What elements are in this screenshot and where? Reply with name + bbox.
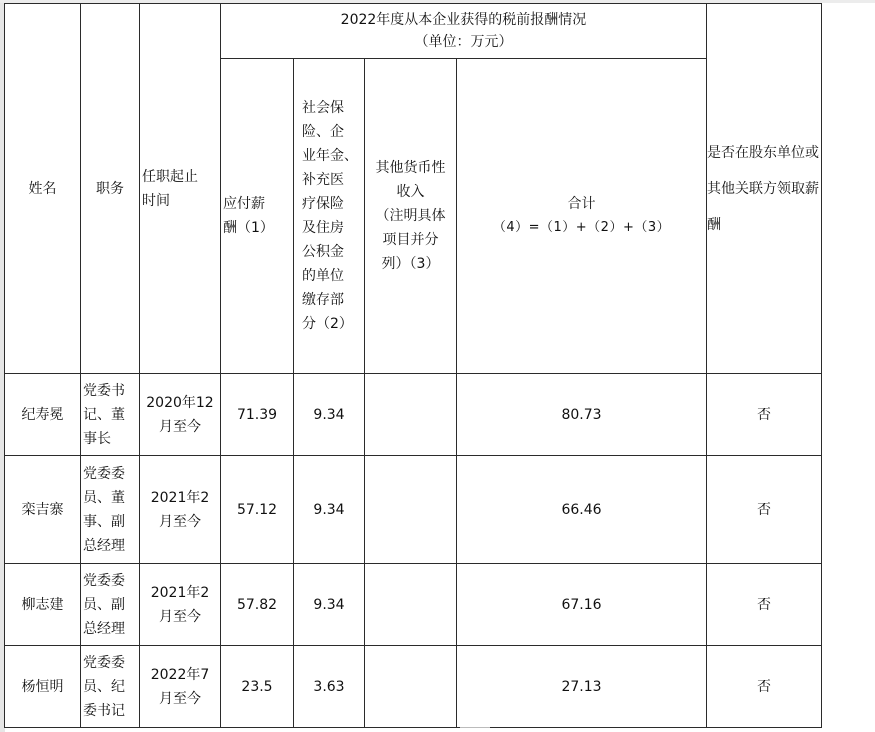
cell-related-party: 否 [707,456,822,564]
cell-total: 67.16 [457,564,707,646]
cell-payable: 57.82 [221,564,294,646]
header-payable: 应付薪 酬（1） [221,59,294,374]
total-label: 合计 [567,196,596,212]
group-title: 2022年度从本企业获得的税前报酬情况 [340,12,587,28]
header-related-party: 是否在股东单位或 其他关联方领取薪 酬 [707,4,822,374]
cell-name: 栾吉寨 [5,456,81,564]
cell-insurance: 3.63 [294,646,365,728]
table-row [5,646,822,728]
cell-total: 27.13 [457,646,707,728]
header-position: 职务 [81,4,140,374]
cell-insurance: 9.34 [294,564,365,646]
header-name: 姓名 [5,4,81,374]
cell-name: 柳志建 [5,564,81,646]
cell-other-income [365,374,457,456]
cell-payable: 23.5 [221,646,294,728]
cell-payable: 71.39 [221,374,294,456]
cell-term: 2020年12 月至今 [140,374,221,456]
header-compensation-group [221,4,707,59]
cell-position: 党委委 员、副 总经理 [81,564,140,646]
cell-other-income [365,564,457,646]
cell-term: 2021年2 月至今 [140,456,221,564]
cell-term: 2021年2 月至今 [140,564,221,646]
cell-related-party: 否 [707,646,822,728]
cell-name: 纪寿冕 [5,374,81,456]
cell-position: 党委委 员、董 事、副 总经理 [81,456,140,564]
cell-other-income [365,456,457,564]
header-term: 任职起止 时间 [140,4,221,374]
table-row [5,374,822,456]
cell-name: 杨恒明 [5,646,81,728]
header-insurance: 社会保 险、企 业年金、 补充医 疗保险 及住房 公积金 的单位 缴存部 分（2） [294,59,365,374]
cell-related-party: 否 [707,374,822,456]
header-total [457,59,707,374]
compensation-table [4,3,822,728]
group-unit: （单位：万元） [414,34,513,50]
table-row [5,456,822,564]
header-other-income: 其他货币性 收入 （注明具体 项目并分 列）（3） [365,59,457,374]
cell-position: 党委委 员、纪 委书记 [81,646,140,728]
cell-position: 党委书 记、董 事长 [81,374,140,456]
cell-payable: 57.12 [221,456,294,564]
table-row [5,564,822,646]
cell-total: 80.73 [457,374,707,456]
cell-related-party: 否 [707,564,822,646]
cell-insurance: 9.34 [294,374,365,456]
cell-insurance: 9.34 [294,456,365,564]
total-formula: （4）=（1）+（2）+（3） [492,220,671,235]
cell-total: 66.46 [457,456,707,564]
cell-term: 2022年7 月至今 [140,646,221,728]
cell-other-income [365,646,457,728]
bottom-divider [460,727,490,728]
